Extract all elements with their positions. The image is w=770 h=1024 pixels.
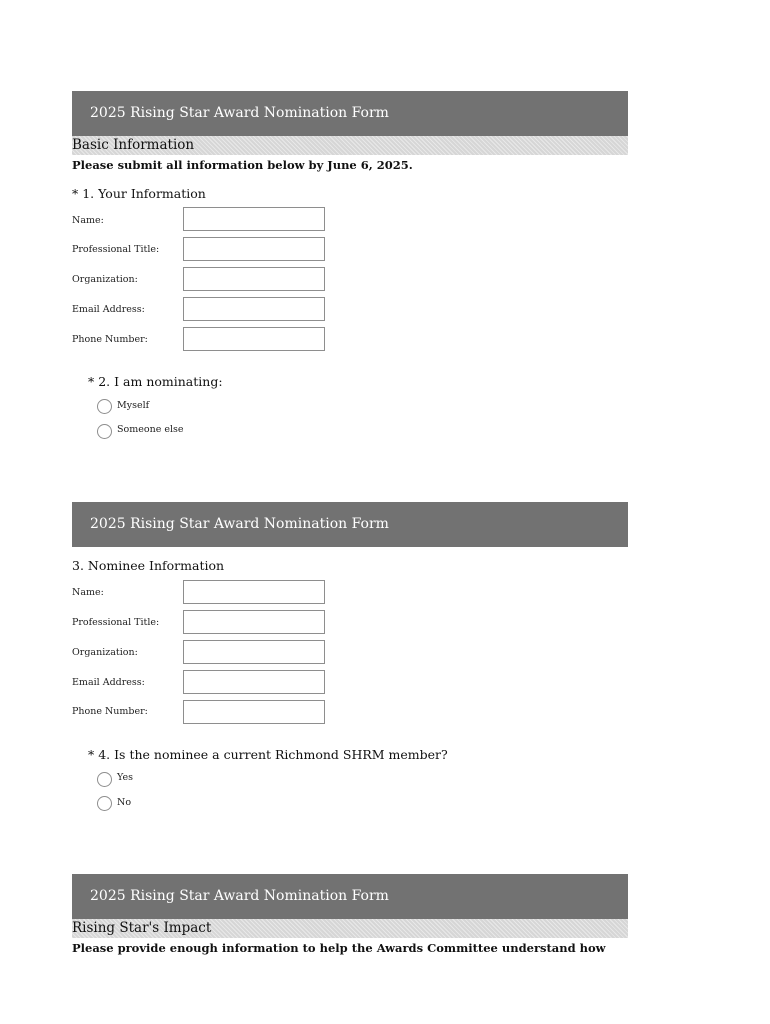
your-email-label: Email Address: — [72, 304, 145, 315]
nominee-title-input[interactable] — [183, 610, 325, 634]
nominee-email-input[interactable] — [183, 670, 325, 694]
nominee-phone-input[interactable] — [183, 700, 325, 724]
form-title: 2025 Rising Star Award Nomination Form — [90, 105, 389, 121]
your-title-label: Professional Title: — [72, 244, 160, 255]
your-organization-label: Organization: — [72, 274, 138, 285]
radio-myself-label: Myself — [117, 400, 150, 411]
nominee-name-input[interactable] — [183, 580, 325, 604]
question-3-nominee-information: 3. Nominee Information — [72, 558, 225, 573]
nominee-title-label: Professional Title: — [72, 617, 160, 628]
nominee-name-label: Name: — [72, 587, 104, 598]
radio-someone-else-label: Someone else — [117, 424, 184, 435]
form-title: 2025 Rising Star Award Nomination Form — [90, 888, 389, 904]
form-title-bar — [72, 91, 628, 136]
radio-someone-else[interactable] — [97, 424, 112, 439]
question-1-your-information: * 1. Your Information — [72, 186, 206, 201]
radio-no-label: No — [117, 797, 132, 808]
form-title-bar — [72, 874, 628, 919]
radio-yes[interactable] — [97, 772, 112, 787]
your-title-input[interactable] — [183, 237, 325, 261]
question-2-nominating: * 2. I am nominating: — [88, 374, 223, 389]
radio-yes-label: Yes — [117, 772, 133, 783]
form-title-bar — [72, 502, 628, 547]
question-4-shrm-member: * 4. Is the nominee a current Richmond SHRM member? — [88, 747, 448, 762]
your-email-input[interactable] — [183, 297, 325, 321]
form-title: 2025 Rising Star Award Nomination Form — [90, 516, 389, 532]
instructions-text: Please provide enough information to help the Awards Committee understand how — [72, 941, 606, 955]
your-phone-label: Phone Number: — [72, 334, 148, 345]
nominee-organization-label: Organization: — [72, 647, 138, 658]
your-phone-input[interactable] — [183, 327, 325, 351]
radio-no[interactable] — [97, 796, 112, 811]
section-header-basic-information: Basic Information — [72, 136, 628, 155]
your-name-label: Name: — [72, 215, 104, 226]
instructions-text: Please submit all information below by June 6, 2025. — [72, 158, 413, 172]
section-header-rising-stars-impact: Rising Star's Impact — [72, 919, 628, 938]
your-name-input[interactable] — [183, 207, 325, 231]
nominee-organization-input[interactable] — [183, 640, 325, 664]
radio-myself[interactable] — [97, 399, 112, 414]
your-organization-input[interactable] — [183, 267, 325, 291]
nominee-email-label: Email Address: — [72, 677, 145, 688]
nominee-phone-label: Phone Number: — [72, 706, 148, 717]
